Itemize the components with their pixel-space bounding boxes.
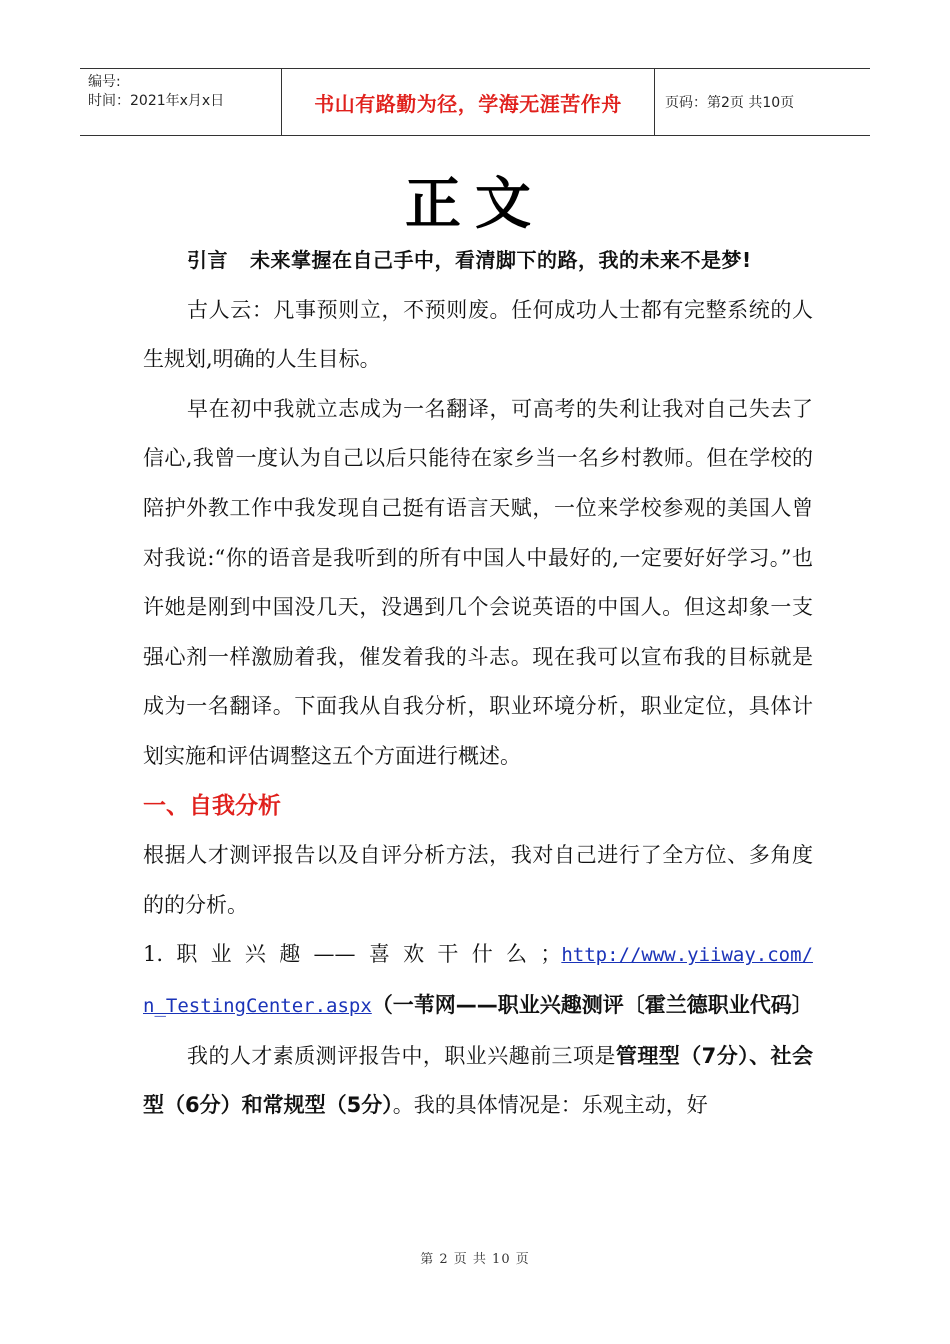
paragraph-text-end: 。我的具体情况是：乐观主动，好: [392, 1093, 708, 1118]
list-item-1-line-1: [143, 930, 813, 981]
test-link-continued[interactable]: n_TestingCenter.aspx: [143, 994, 372, 1017]
intro-text: 未来掌握在自己手中，看清脚下的路，我的未来不是梦!: [250, 248, 752, 272]
section-paragraph-2: [143, 1032, 813, 1131]
interest-types-bold: 管理型（7分）、社会型（6分）和常规型（5分）: [143, 1043, 813, 1118]
document-body: [143, 236, 813, 1131]
paragraph-1: 古人云：凡事预则立，不预则废。任何成功人士都有完整系统的人生规划,明确的人生目标。: [143, 297, 813, 372]
section-heading-self-analysis: 一、自我分析: [143, 792, 281, 819]
section-paragraph-1: 根据人才测评报告以及自评分析方法，我对自己进行了全方位、多角度的的分析。: [143, 843, 813, 917]
page-footer: 第 2 页 共 10 页: [420, 1252, 530, 1267]
paragraph-text: 我的人才素质测评报告中，职业兴趣前三项是: [187, 1043, 616, 1068]
intro-label: 引言: [187, 248, 228, 272]
test-link[interactable]: http://www.yiiway.com/: [561, 944, 813, 967]
document-date: 时间：2021年x月x日: [88, 93, 225, 109]
header-page-info: 页码：第2页 共10页: [665, 95, 795, 111]
header-meta: [80, 69, 282, 135]
page-title: 正文: [405, 172, 545, 237]
list-item-1-label: 1.职业兴趣——喜欢干什么；: [143, 942, 562, 967]
intro-line: [143, 236, 813, 286]
header-motto: 书山有路勤为径，学海无涯苦作舟: [282, 69, 655, 135]
list-item-1-line-2: [143, 981, 813, 1032]
list-item-1-note: （一苇网——职业兴趣测评〔霍兰德职业代码〕: [371, 992, 813, 1017]
paragraph-2: 早在初中我就立志成为一名翻译，可高考的失利让我对自己失去了信心,我曾一度认为自己以后只能待在家乡当一名乡村教师。但在学校的陪护外教工作中我发现自己挺有语言天赋，一位来学校参观的美国人曾对我说:“你的语音是我听到的所有中国人中最好的,一定要好好学习。”也许她是刚到中国没几天，没遇到几个会说英语的中国人。但这却象一支强心剂一样激励着我，催发着我的斗志。现在我可以宣布我的目标就是成为一名翻译。下面我从自我分析，职业环境分析，职业定位，具体计划实施和评估调整这五个方面进行概述。: [143, 396, 813, 768]
page-header: [80, 68, 870, 136]
document-number-label: 编号:: [88, 74, 121, 90]
